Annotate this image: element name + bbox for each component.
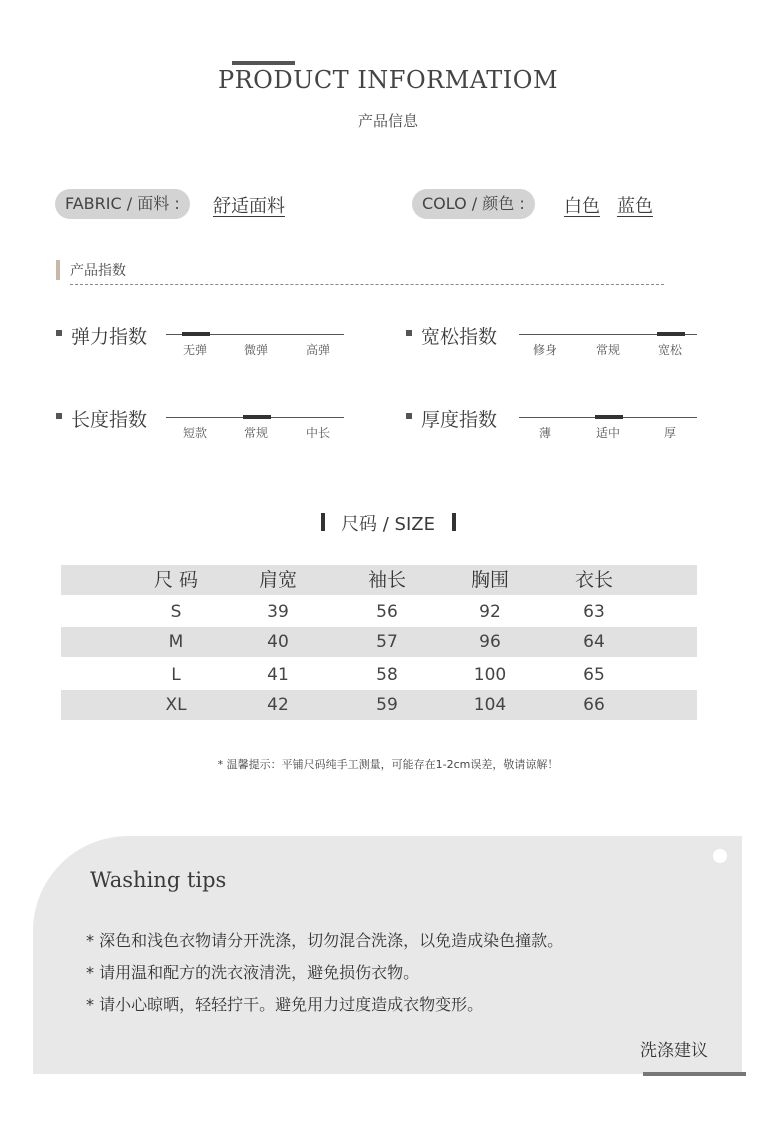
scale-label: 微弹 <box>243 343 268 357</box>
table-cell: S <box>170 602 182 622</box>
table-cell: 96 <box>479 632 501 652</box>
scale-label: 修身 <box>532 343 557 357</box>
table-cell: 42 <box>267 695 289 715</box>
color-option-white: 白色 <box>564 196 600 217</box>
index-marker-thickness <box>595 415 623 419</box>
table-row <box>61 627 697 657</box>
table-cell: XL <box>165 695 187 715</box>
bullet-square <box>406 330 412 336</box>
scale-label: 中长 <box>305 426 330 440</box>
measurement-note: * 温馨提示：平铺尺码纯手工测量，可能存在1-2cm误差，敬请谅解！ <box>217 758 559 771</box>
index-name-elasticity: 弹力指数 <box>71 326 148 348</box>
table-cell: 57 <box>376 632 398 652</box>
table-cell: L <box>171 665 181 685</box>
table-cell: 100 <box>473 665 507 685</box>
fabric-label: FABRIC / 面料 : <box>55 189 190 219</box>
table-header-cell: 袖长 <box>367 569 406 591</box>
scale-label: 薄 <box>538 426 551 440</box>
table-cell: 104 <box>473 695 507 715</box>
table-cell: 66 <box>583 695 605 715</box>
fabric-value: 舒适面料 <box>213 196 285 217</box>
washing-tip: * 深色和浅色衣物请分开洗涤，切勿混合洗涤，以免造成染色撞款。 <box>86 931 564 950</box>
table-header-cell: 尺 码 <box>153 569 199 591</box>
size-section-title: 尺码 / SIZE <box>341 514 435 535</box>
table-cell: M <box>168 632 184 652</box>
scale-label: 适中 <box>595 426 620 440</box>
washing-accent-bar <box>643 1072 746 1076</box>
table-cell: 39 <box>267 602 289 622</box>
scale-label: 常规 <box>243 426 268 440</box>
table-header-cell: 胸围 <box>470 569 509 591</box>
table-cell: 58 <box>376 665 398 685</box>
table-cell: 92 <box>479 602 501 622</box>
bullet-square <box>56 413 62 419</box>
washing-footer-label: 洗涤建议 <box>640 1041 708 1061</box>
index-marker-length <box>243 415 271 419</box>
title-accent-bar <box>232 61 295 65</box>
washing-tip: * 请小心晾晒，轻轻拧干。避免用力过度造成衣物变形。 <box>86 995 484 1014</box>
size-heading-bar-right <box>452 513 456 531</box>
table-header-row <box>61 565 697 595</box>
washing-tip: * 请用温和配方的洗衣液清洗，避免损伤衣物。 <box>86 963 420 982</box>
bullet-square <box>56 330 62 336</box>
scale-label: 宽松 <box>657 343 682 357</box>
table-row <box>61 660 697 690</box>
table-cell: 40 <box>267 632 289 652</box>
page-title: PRODUCT INFORMATIOM <box>217 66 559 94</box>
table-row <box>61 690 697 720</box>
decorative-dot <box>713 849 727 863</box>
index-marker-elasticity <box>182 332 210 336</box>
table-row <box>61 597 697 627</box>
table-cell: 56 <box>376 602 398 622</box>
scale-label: 无弹 <box>182 343 207 357</box>
scale-label: 高弹 <box>305 343 330 357</box>
washing-title: Washing tips <box>90 868 227 892</box>
scale-label: 短款 <box>182 426 207 440</box>
table-cell: 41 <box>267 665 289 685</box>
color-label: COLO / 颜色 : <box>412 189 535 219</box>
table-cell: 59 <box>376 695 398 715</box>
index-section-title: 产品指数 <box>70 263 126 279</box>
table-header-cell: 肩宽 <box>258 569 297 591</box>
table-cell: 65 <box>583 665 605 685</box>
section-accent-bar <box>56 260 60 280</box>
index-marker-looseness <box>657 332 685 336</box>
scale-label: 常规 <box>595 343 620 357</box>
bullet-square <box>406 413 412 419</box>
index-name-looseness: 宽松指数 <box>421 326 498 348</box>
page-subtitle: 产品信息 <box>357 112 418 130</box>
table-cell: 64 <box>583 632 605 652</box>
color-option-blue: 蓝色 <box>617 196 653 217</box>
index-name-length: 长度指数 <box>71 409 148 431</box>
table-cell: 63 <box>583 602 605 622</box>
table-header-cell: 衣长 <box>574 569 613 591</box>
dashed-divider <box>70 284 664 285</box>
index-name-thickness: 厚度指数 <box>421 409 498 431</box>
scale-label: 厚 <box>663 426 676 440</box>
